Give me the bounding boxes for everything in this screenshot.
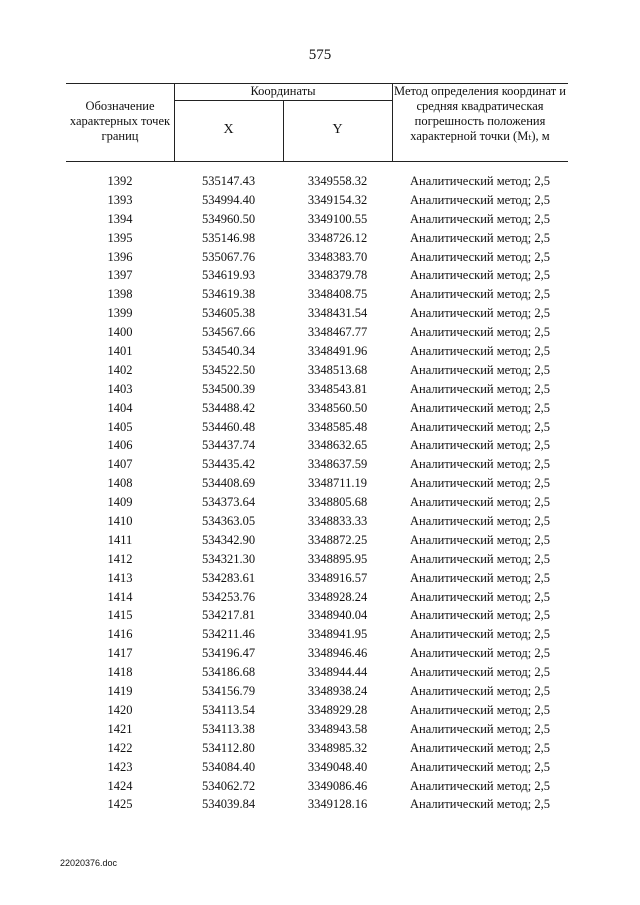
point-id-cell: 1396 [107,249,133,264]
method-cell: Аналитический метод; 2,5 [410,759,550,774]
method-cell: Аналитический метод; 2,5 [410,665,550,680]
table-row [66,739,568,758]
x-coordinate-cell: 534619.38 [201,287,256,302]
point-id-cell: 1414 [107,589,133,604]
x-coordinate-cell: 534994.40 [201,192,256,207]
point-id-cell: 1402 [107,362,133,377]
y-coordinate-cell: 3348985.32 [307,740,368,755]
x-coordinate-cell: 534408.69 [201,476,256,491]
x-coordinate-cell: 534522.50 [201,362,256,377]
table-row [66,248,568,267]
method-cell: Аналитический метод; 2,5 [410,438,550,453]
x-coordinate-cell: 535147.43 [201,174,256,188]
x-coordinate-cell: 534500.39 [201,381,256,396]
y-coordinate-cell: 3348944.44 [307,665,368,680]
x-coordinate-cell: 534567.66 [201,325,256,340]
x-coordinate-cell: 534321.30 [201,551,256,566]
method-cell: Аналитический метод; 2,5 [410,721,550,736]
method-cell: Аналитический метод; 2,5 [410,211,550,226]
table-row [66,455,568,474]
y-coordinate-cell: 3349086.46 [307,778,368,793]
method-cell: Аналитический метод; 2,5 [410,495,550,510]
table-row [66,682,568,701]
method-cell: Аналитический метод; 2,5 [410,419,550,434]
table-row [66,531,568,550]
y-coordinate-cell: 3348833.33 [307,514,368,529]
header-y: Y [332,122,343,137]
method-cell: Аналитический метод; 2,5 [410,476,550,491]
point-id-cell: 1410 [107,514,133,529]
x-coordinate-cell: 534039.84 [201,797,256,812]
table-row [66,399,568,418]
table-row [66,342,568,361]
y-coordinate-cell: 3349128.16 [307,797,368,812]
x-coordinate-cell: 534113.54 [202,702,255,717]
point-id-cell: 1397 [107,268,133,283]
method-cell: Аналитический метод; 2,5 [410,400,550,415]
method-cell: Аналитический метод; 2,5 [410,608,550,623]
method-cell: Аналитический метод; 2,5 [410,457,550,472]
point-id-cell: 1422 [107,740,133,755]
method-cell: Аналитический метод; 2,5 [410,249,550,264]
point-id-cell: 1421 [107,721,133,736]
header-coordinates: Координаты [250,84,316,98]
table-row [66,418,568,437]
header-x: X [223,122,234,137]
y-coordinate-cell: 3348637.59 [307,457,368,472]
x-coordinate-cell: 534342.90 [201,532,256,547]
method-cell: Аналитический метод; 2,5 [410,627,550,642]
point-id-cell: 1406 [107,438,133,453]
point-id-cell: 1398 [107,287,133,302]
x-coordinate-cell: 534217.81 [201,608,256,623]
x-coordinate-cell: 534960.50 [201,211,256,226]
y-coordinate-cell: 3349558.32 [307,174,368,188]
method-cell: Аналитический метод; 2,5 [410,306,550,321]
point-id-cell: 1424 [107,778,133,793]
y-coordinate-cell: 3349154.32 [307,192,368,207]
x-coordinate-cell: 534113.38 [202,721,255,736]
table-row [66,304,568,323]
table-row [66,606,568,625]
table-row [66,172,568,191]
x-coordinate-cell: 534211.46 [202,627,255,642]
y-coordinate-cell: 3348940.04 [307,608,368,623]
x-coordinate-cell: 534540.34 [201,344,256,359]
page-number: 575 [308,47,332,63]
table-row [66,795,568,814]
y-coordinate-cell: 3348543.81 [307,381,368,396]
table-row [66,191,568,210]
point-id-cell: 1395 [107,230,133,245]
x-coordinate-cell: 534084.40 [201,759,256,774]
point-id-cell: 1413 [107,570,133,585]
y-coordinate-cell: 3348928.24 [307,589,368,604]
x-coordinate-cell: 534460.48 [201,419,256,434]
footer-filename: 22020376.doc [60,858,118,868]
point-id-cell: 1401 [107,344,133,359]
y-coordinate-cell: 3348711.19 [308,476,367,491]
point-id-cell: 1404 [107,400,133,415]
point-id-cell: 1399 [107,306,133,321]
table-row [66,512,568,531]
table-row [66,701,568,720]
point-id-cell: 1392 [107,174,133,188]
x-coordinate-cell: 534435.42 [201,457,256,472]
x-coordinate-cell: 534186.68 [201,665,256,680]
point-id-cell: 1425 [107,797,133,812]
x-coordinate-cell: 534283.61 [201,570,256,585]
table-row [66,493,568,512]
point-id-cell: 1412 [107,551,133,566]
x-coordinate-cell: 534112.80 [202,740,255,755]
table-row [66,569,568,588]
method-cell: Аналитический метод; 2,5 [410,362,550,377]
y-coordinate-cell: 3348895.95 [307,551,368,566]
y-coordinate-cell: 3348408.75 [307,287,368,302]
point-id-cell: 1411 [107,532,133,547]
method-cell: Аналитический метод; 2,5 [410,325,550,340]
table-row [66,777,568,796]
x-coordinate-cell: 535067.76 [201,249,256,264]
point-id-cell: 1407 [107,457,133,472]
table-row [66,720,568,739]
method-cell: Аналитический метод; 2,5 [410,589,550,604]
table-row [66,361,568,380]
x-coordinate-cell: 534196.47 [201,646,256,661]
x-coordinate-cell: 534156.79 [201,684,256,699]
method-cell: Аналитический метод; 2,5 [410,514,550,529]
table-row [66,266,568,285]
method-cell: Аналитический метод; 2,5 [410,381,550,396]
method-cell: Аналитический метод; 2,5 [410,174,550,188]
y-coordinate-cell: 3348943.58 [307,721,368,736]
table-row [66,644,568,663]
point-id-cell: 1419 [107,684,133,699]
y-coordinate-cell: 3348805.68 [307,495,368,510]
point-id-cell: 1417 [107,646,133,661]
method-cell: Аналитический метод; 2,5 [410,551,550,566]
point-id-cell: 1400 [107,325,133,340]
point-id-cell: 1405 [107,419,133,434]
y-coordinate-cell: 3348467.77 [307,325,368,340]
table-row [66,436,568,455]
x-coordinate-cell: 534605.38 [201,306,256,321]
y-coordinate-cell: 3348916.57 [307,570,368,585]
y-coordinate-cell: 3348938.24 [307,684,368,699]
y-coordinate-cell: 3348872.25 [307,532,368,547]
y-coordinate-cell: 3348726.12 [307,230,368,245]
table-row [66,550,568,569]
point-id-cell: 1418 [107,665,133,680]
y-coordinate-cell: 3349100.55 [307,211,368,226]
x-coordinate-cell: 534253.76 [201,589,256,604]
point-id-cell: 1416 [107,627,133,642]
table-row [66,210,568,229]
y-coordinate-cell: 3348491.96 [307,344,368,359]
method-cell: Аналитический метод; 2,5 [410,702,550,717]
x-coordinate-cell: 534373.64 [201,495,256,510]
y-coordinate-cell: 3348383.70 [307,249,368,264]
x-coordinate-cell: 535146.98 [201,230,256,245]
point-id-cell: 1394 [107,211,133,226]
y-coordinate-cell: 3348513.68 [307,362,368,377]
y-coordinate-cell: 3348431.54 [307,306,368,321]
method-cell: Аналитический метод; 2,5 [410,740,550,755]
x-coordinate-cell: 534363.05 [201,514,256,529]
table-body [66,172,568,814]
x-coordinate-cell: 534437.74 [201,438,256,453]
x-coordinate-cell: 534062.72 [201,778,256,793]
point-id-cell: 1420 [107,702,133,717]
y-coordinate-cell: 3348585.48 [307,419,368,434]
point-id-cell: 1403 [107,381,133,396]
header-method: Метод определения координат и средняя квадратическая погрешность положения характерной точки (Mₜ), м [394,84,566,143]
table-row [66,625,568,644]
method-cell: Аналитический метод; 2,5 [410,287,550,302]
method-cell: Аналитический метод; 2,5 [410,230,550,245]
point-id-cell: 1408 [107,476,133,491]
y-coordinate-cell: 3349048.40 [307,759,368,774]
table-row [66,285,568,304]
table-row [66,380,568,399]
x-coordinate-cell: 534488.42 [201,400,256,415]
table-row [66,229,568,248]
table-row [66,323,568,342]
y-coordinate-cell: 3348632.65 [307,438,368,453]
table-row [66,474,568,493]
y-coordinate-cell: 3348929.28 [307,702,368,717]
method-cell: Аналитический метод; 2,5 [410,778,550,793]
method-cell: Аналитический метод; 2,5 [410,192,550,207]
point-id-cell: 1393 [107,192,133,207]
point-id-cell: 1423 [107,759,133,774]
header-designation: Обозначение характерных точек границ [69,99,171,143]
table-row [66,758,568,777]
table-header [66,83,568,162]
method-cell: Аналитический метод; 2,5 [410,532,550,547]
method-cell: Аналитический метод; 2,5 [410,684,550,699]
table-row [66,588,568,607]
header-divider [174,100,392,101]
y-coordinate-cell: 3348946.46 [307,646,368,661]
y-coordinate-cell: 3348560.50 [307,400,368,415]
method-cell: Аналитический метод; 2,5 [410,570,550,585]
point-id-cell: 1409 [107,495,133,510]
y-coordinate-cell: 3348941.95 [307,627,368,642]
y-coordinate-cell: 3348379.78 [307,268,368,283]
table-row [66,663,568,682]
method-cell: Аналитический метод; 2,5 [410,646,550,661]
method-cell: Аналитический метод; 2,5 [410,344,550,359]
x-coordinate-cell: 534619.93 [201,268,256,283]
point-id-cell: 1415 [107,608,133,623]
method-cell: Аналитический метод; 2,5 [410,268,550,283]
method-cell: Аналитический метод; 2,5 [410,797,550,812]
